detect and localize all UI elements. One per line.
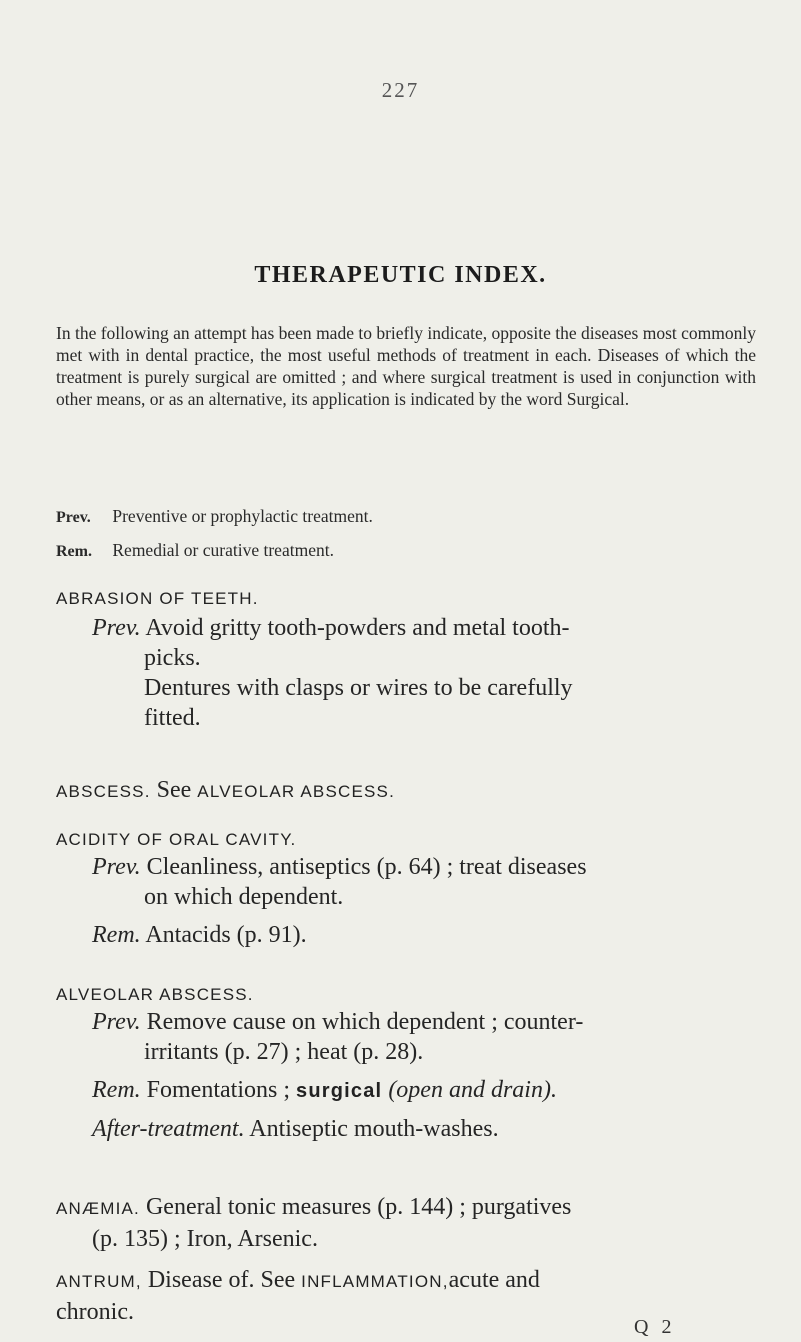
entry-prev-line	[56, 852, 756, 882]
entry-line	[56, 1192, 756, 1224]
cross-reference-rest: acute and	[448, 1267, 540, 1293]
entry-prev-line	[56, 1007, 756, 1037]
entry-anaemia	[56, 1192, 756, 1254]
prev-text: Avoid gritty tooth-powders and metal tooth-	[145, 615, 570, 641]
entry-prev-line: picks.	[144, 645, 201, 671]
abbreviation-meaning: Remedial or curative treatment.	[112, 540, 334, 560]
prev-label: Prev.	[92, 1009, 141, 1035]
entry-line: chronic.	[56, 1299, 134, 1325]
entry-heading: ABSCESS.	[56, 782, 151, 801]
rem-text: Fomentations ;	[146, 1077, 290, 1103]
abbreviation-code: Rem.	[56, 543, 92, 560]
after-treatment-label: After-treatment.	[92, 1116, 245, 1142]
rem-text: Antacids (p. 91).	[145, 922, 307, 948]
rem-text-italic: (open and drain).	[388, 1077, 557, 1103]
intro-paragraph: In the following an attempt has been made to briefly indicate, opposite the diseases most commonly met with in dental practice, the most useful methods of treatment in each. Diseases of which the treatment is purely surgical are omitted ; and where surgical treatment is used in conjunction with other means, or as an alternative, its application is indicated by the word Surgical.	[56, 323, 756, 409]
prev-text: Cleanliness, antiseptics (p. 64) ; treat diseases	[146, 854, 587, 880]
entry-prev-line: irritants (p. 27) ; heat (p. 28).	[144, 1039, 424, 1065]
entry-rem-line	[56, 920, 756, 950]
entry-acidity	[56, 830, 756, 950]
entry-abrasion	[56, 589, 756, 733]
abbreviation-rem	[56, 540, 334, 561]
entry-heading: ANTRUM,	[56, 1272, 142, 1291]
entry-prev-line	[56, 613, 756, 643]
rem-label: Rem.	[92, 922, 141, 948]
see-text: See	[156, 777, 192, 803]
prev-label: Prev.	[92, 854, 141, 880]
entry-line	[56, 1265, 756, 1297]
see-text: See	[260, 1267, 296, 1293]
prev-text: Remove cause on which dependent ; counter-	[146, 1009, 584, 1035]
signature-mark: Q 2	[634, 1316, 676, 1338]
entry-heading-rest: Disease of.	[147, 1267, 255, 1293]
entry-line	[56, 775, 756, 807]
page-title: THERAPEUTIC INDEX.	[254, 262, 547, 288]
entry-heading: ALVEOLAR ABSCESS.	[56, 985, 254, 1004]
entry-abscess	[56, 775, 756, 807]
cross-reference: INFLAMMATION,	[301, 1272, 449, 1291]
abbreviation-code: Prev.	[56, 509, 91, 526]
page-number: 227	[381, 78, 420, 102]
entry-prev-line: fitted.	[144, 705, 201, 731]
entry-heading: ANÆMIA.	[56, 1199, 140, 1218]
entry-text: General tonic measures (p. 144) ; purgatives	[145, 1194, 572, 1220]
entry-prev-line: on which dependent.	[144, 884, 344, 910]
entry-alveolar-abscess	[56, 985, 756, 1144]
surgical-keyword: surgical	[296, 1080, 383, 1102]
entry-rem-line	[56, 1075, 756, 1106]
abbreviation-prev	[56, 506, 373, 527]
entry-prev-line: Dentures with clasps or wires to be carefully	[144, 675, 573, 701]
abbreviation-meaning: Preventive or prophylactic treatment.	[112, 506, 373, 526]
entry-heading: ABRASION OF TEETH.	[56, 589, 259, 608]
after-treatment-text: Antiseptic mouth-washes.	[249, 1116, 499, 1142]
cross-reference: ALVEOLAR ABSCESS.	[197, 782, 396, 801]
entry-heading: ACIDITY OF ORAL CAVITY.	[56, 830, 297, 849]
entry-line: (p. 135) ; Iron, Arsenic.	[92, 1226, 318, 1252]
entry-after-line	[56, 1114, 756, 1144]
prev-label: Prev.	[92, 615, 141, 641]
rem-label: Rem.	[92, 1077, 141, 1103]
